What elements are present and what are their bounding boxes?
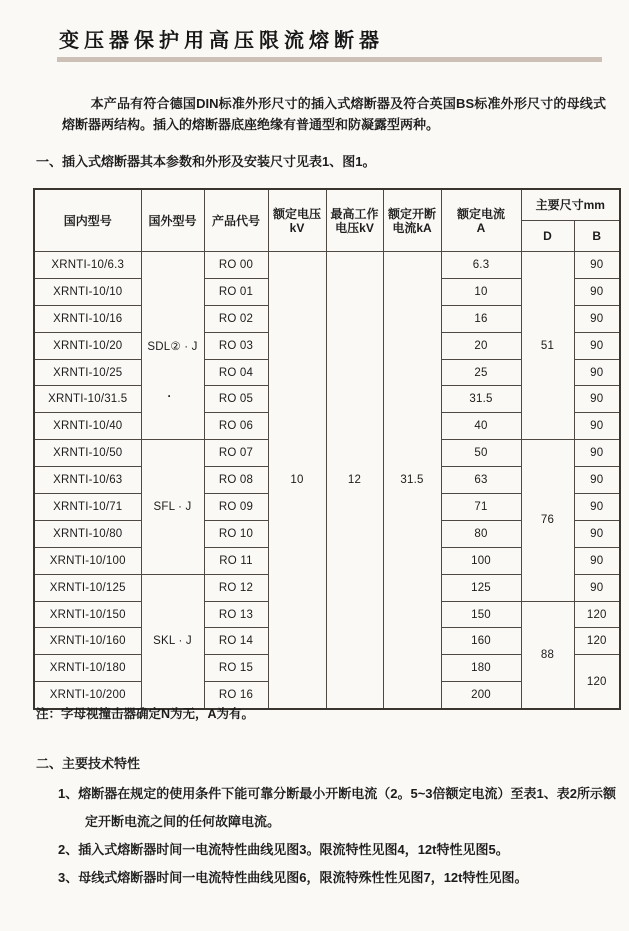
tech-item-3: 3、母线式熔断器时间一电流特性曲线见图6，限流特殊性性见图7，12t特性见图。: [58, 870, 528, 885]
section2-heading: 二、主要技术特性: [36, 756, 141, 771]
domestic-model-cell: XRNTI-10/150: [34, 601, 141, 628]
col-header-rated-current-line1: 额定电流: [456, 206, 505, 221]
dim-b-cell: 120: [574, 628, 620, 655]
rated-current-cell: 16: [441, 305, 521, 332]
rated-current-cell: 200: [441, 682, 521, 709]
product-code-cell: RO 01: [204, 278, 268, 305]
col-header-dim-d: D: [521, 221, 574, 252]
col-header-breaking-current-line2: 电流kA: [392, 220, 432, 235]
rated-current-cell: 10: [441, 278, 521, 305]
title-underline-rule: [57, 57, 602, 62]
product-code-cell: RO 00: [204, 252, 268, 279]
foreign-model-cell: SDL② · J ·: [141, 252, 204, 440]
domestic-model-cell: XRNTI-10/50: [34, 440, 141, 467]
spec-table-body: [34, 252, 620, 710]
product-code-cell: RO 09: [204, 494, 268, 521]
intro-paragraph: 本产品有符合德国DIN标准外形尺寸的插入式熔断器及符合英国BS标准外形尺寸的母线式熔断器两结构。插入的熔断器底座绝缘有普通型和防凝露型两种。: [62, 96, 606, 132]
domestic-model-cell: XRNTI-10/71: [34, 494, 141, 521]
domestic-model-cell: XRNTI-10/10: [34, 278, 141, 305]
dim-b-cell: 90: [574, 332, 620, 359]
domestic-model-cell: XRNTI-10/25: [34, 359, 141, 386]
dim-b-cell: 90: [574, 494, 620, 521]
rated-current-cell: 160: [441, 628, 521, 655]
col-header-domestic-model: 国内型号: [34, 189, 141, 252]
tech-item-1: 1、熔断器在规定的使用条件下能可靠分断最小开断电流（2。5~3倍额定电流）至表1、表2所示额定开断电流之间的任何故障电流。: [58, 786, 616, 829]
dim-b-cell: 90: [574, 467, 620, 494]
rated-current-cell: 40: [441, 413, 521, 440]
dim-d-cell: 88: [521, 601, 574, 709]
col-header-rated-voltage-line2: kV: [289, 220, 305, 235]
dim-d-cell: 76: [521, 440, 574, 601]
rated-current-cell: 71: [441, 494, 521, 521]
product-code-cell: RO 02: [204, 305, 268, 332]
domestic-model-cell: XRNTI-10/31.5: [34, 386, 141, 413]
rated-current-cell: 50: [441, 440, 521, 467]
foreign-model-cell: SFL · J: [141, 440, 204, 574]
dim-b-cell: 90: [574, 359, 620, 386]
product-code-cell: RO 16: [204, 682, 268, 709]
col-header-product-code: 产品代号: [204, 189, 268, 252]
dim-b-cell: 120: [574, 655, 620, 709]
product-code-cell: RO 08: [204, 467, 268, 494]
product-code-cell: RO 13: [204, 601, 268, 628]
spec-table: [33, 188, 621, 710]
rated-current-cell: 6.3: [441, 252, 521, 279]
dim-b-cell: 90: [574, 520, 620, 547]
max-voltage-cell: 12: [326, 252, 383, 710]
col-header-breaking-current-line1: 额定开断: [387, 206, 436, 221]
rated-current-cell: 20: [441, 332, 521, 359]
product-code-cell: RO 03: [204, 332, 268, 359]
section1-heading: 一、插入式熔断器其本参数和外形及安装尺寸见表1、图1。: [36, 154, 376, 169]
breaking-current-cell: 31.5: [383, 252, 441, 710]
product-code-cell: RO 06: [204, 413, 268, 440]
print-artifact-dot: ·: [167, 388, 172, 403]
rated-current-cell: 150: [441, 601, 521, 628]
domestic-model-cell: XRNTI-10/40: [34, 413, 141, 440]
dim-b-cell: 90: [574, 386, 620, 413]
page-title: 变压器保护用高压限流熔断器: [59, 30, 384, 52]
domestic-model-cell: XRNTI-10/16: [34, 305, 141, 332]
product-code-cell: RO 12: [204, 574, 268, 601]
col-header-max-voltage: [326, 189, 383, 252]
tech-item-2: 2、插入式熔断器时间一电流特性曲线见图3。限流特性见图4，12t特性见图5。: [58, 842, 509, 857]
rated-current-cell: 63: [441, 467, 521, 494]
domestic-model-cell: XRNTI-10/180: [34, 655, 141, 682]
product-code-cell: RO 07: [204, 440, 268, 467]
dim-d-cell: 51: [521, 252, 574, 440]
dim-b-cell: 90: [574, 252, 620, 279]
rated-current-cell: 80: [441, 520, 521, 547]
table-note: 注：字母视撞击器确定N为无，A为有。: [36, 707, 255, 721]
domestic-model-cell: XRNTI-10/200: [34, 682, 141, 709]
col-header-rated-current-line2: A: [476, 220, 486, 235]
table-row: [34, 252, 620, 279]
product-code-cell: RO 10: [204, 520, 268, 547]
product-code-cell: RO 15: [204, 655, 268, 682]
foreign-model-cell: SKL · J: [141, 574, 204, 709]
domestic-model-cell: XRNTI-10/20: [34, 332, 141, 359]
col-header-dim-b: B: [574, 221, 620, 252]
col-header-rated-current: [441, 189, 521, 252]
tech-characteristics-list: [58, 780, 616, 892]
product-code-cell: RO 11: [204, 547, 268, 574]
col-header-breaking-current: [383, 189, 441, 252]
domestic-model-cell: XRNTI-10/160: [34, 628, 141, 655]
col-header-max-voltage-line1: 最高工作: [330, 206, 379, 221]
domestic-model-cell: XRNTI-10/63: [34, 467, 141, 494]
rated-current-cell: 25: [441, 359, 521, 386]
domestic-model-cell: XRNTI-10/6.3: [34, 252, 141, 279]
domestic-model-cell: XRNTI-10/80: [34, 520, 141, 547]
product-code-cell: RO 14: [204, 628, 268, 655]
dim-b-cell: 90: [574, 547, 620, 574]
dim-b-cell: 90: [574, 440, 620, 467]
col-header-foreign-model: 国外型号: [141, 189, 204, 252]
product-code-cell: RO 04: [204, 359, 268, 386]
product-code-cell: RO 05: [204, 386, 268, 413]
rated-current-cell: 100: [441, 547, 521, 574]
rated-current-cell: 180: [441, 655, 521, 682]
dim-b-cell: 90: [574, 278, 620, 305]
spec-table-header: [34, 189, 620, 252]
rated-current-cell: 125: [441, 574, 521, 601]
domestic-model-cell: XRNTI-10/125: [34, 574, 141, 601]
col-header-rated-voltage: [268, 189, 326, 252]
dim-b-cell: 120: [574, 601, 620, 628]
domestic-model-cell: XRNTI-10/100: [34, 547, 141, 574]
rated-current-cell: 31.5: [441, 386, 521, 413]
dim-b-cell: 90: [574, 574, 620, 601]
col-header-max-voltage-line2: 电压kV: [335, 220, 374, 235]
dim-b-cell: 90: [574, 305, 620, 332]
dim-b-cell: 90: [574, 413, 620, 440]
col-header-rated-voltage-line1: 额定电压: [272, 206, 321, 221]
col-header-main-dimensions: 主要尺寸mm: [521, 189, 620, 221]
rated-voltage-cell: 10: [268, 252, 326, 710]
